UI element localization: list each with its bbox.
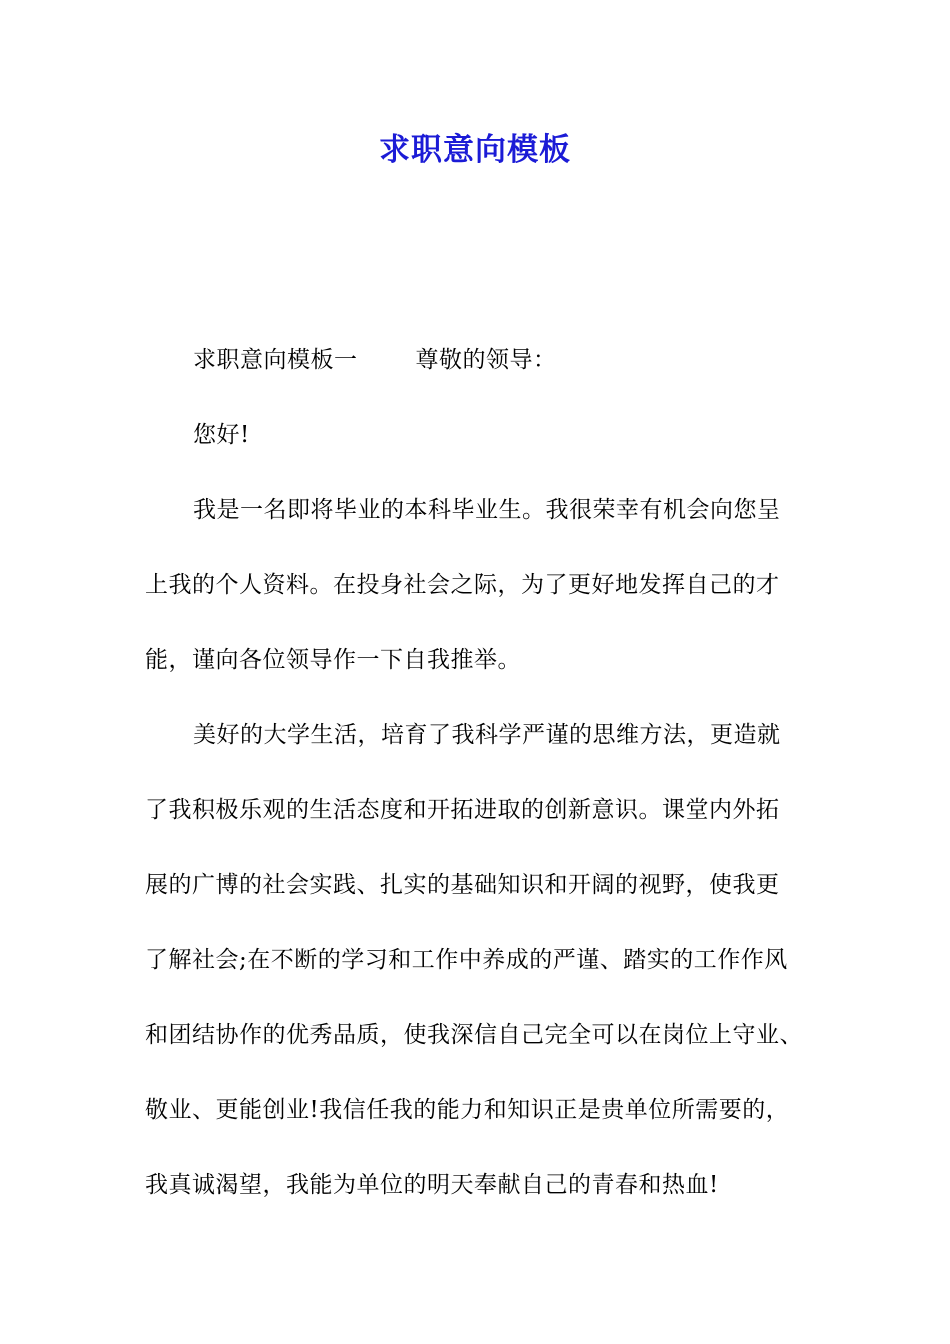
paragraph-line: 敬业、更能创业!我信任我的能力和知识正是贵单位所需要的， [145, 1097, 790, 1123]
paragraph-line: 美好的大学生活，培育了我科学严谨的思维方法，更造就 [193, 722, 781, 748]
salutation: 尊敬的领导： [415, 347, 557, 373]
paragraph-line: 了解社会;在不断的学习和工作中养成的严谨、踏实的工作作风 [145, 947, 788, 973]
paragraph-line: 上我的个人资料。在投身社会之际，为了更好地发挥自己的才 [145, 572, 780, 598]
paragraph-line: 展的广博的社会实践、扎实的基础知识和开阔的视野，使我更 [145, 872, 780, 898]
paragraph-line: 了我积极乐观的生活态度和开拓进取的创新意识。课堂内外拓 [145, 797, 780, 823]
document-title: 求职意向模板 [379, 132, 571, 168]
paragraph-line: 和团结协作的优秀品质，使我深信自己完全可以在岗位上守业、 [145, 1022, 803, 1048]
greeting-line [193, 343, 557, 377]
paragraph-line: 我真诚渴望，我能为单位的明天奉献自己的青春和热血! [145, 1172, 719, 1198]
template-heading: 求职意向模板一 [193, 347, 358, 373]
paragraph-line: 您好! [193, 422, 250, 448]
paragraph-line: 我是一名即将毕业的本科毕业生。我很荣幸有机会向您呈 [193, 497, 781, 523]
paragraph-line: 能，谨向各位领导作一下自我推举。 [145, 647, 521, 673]
